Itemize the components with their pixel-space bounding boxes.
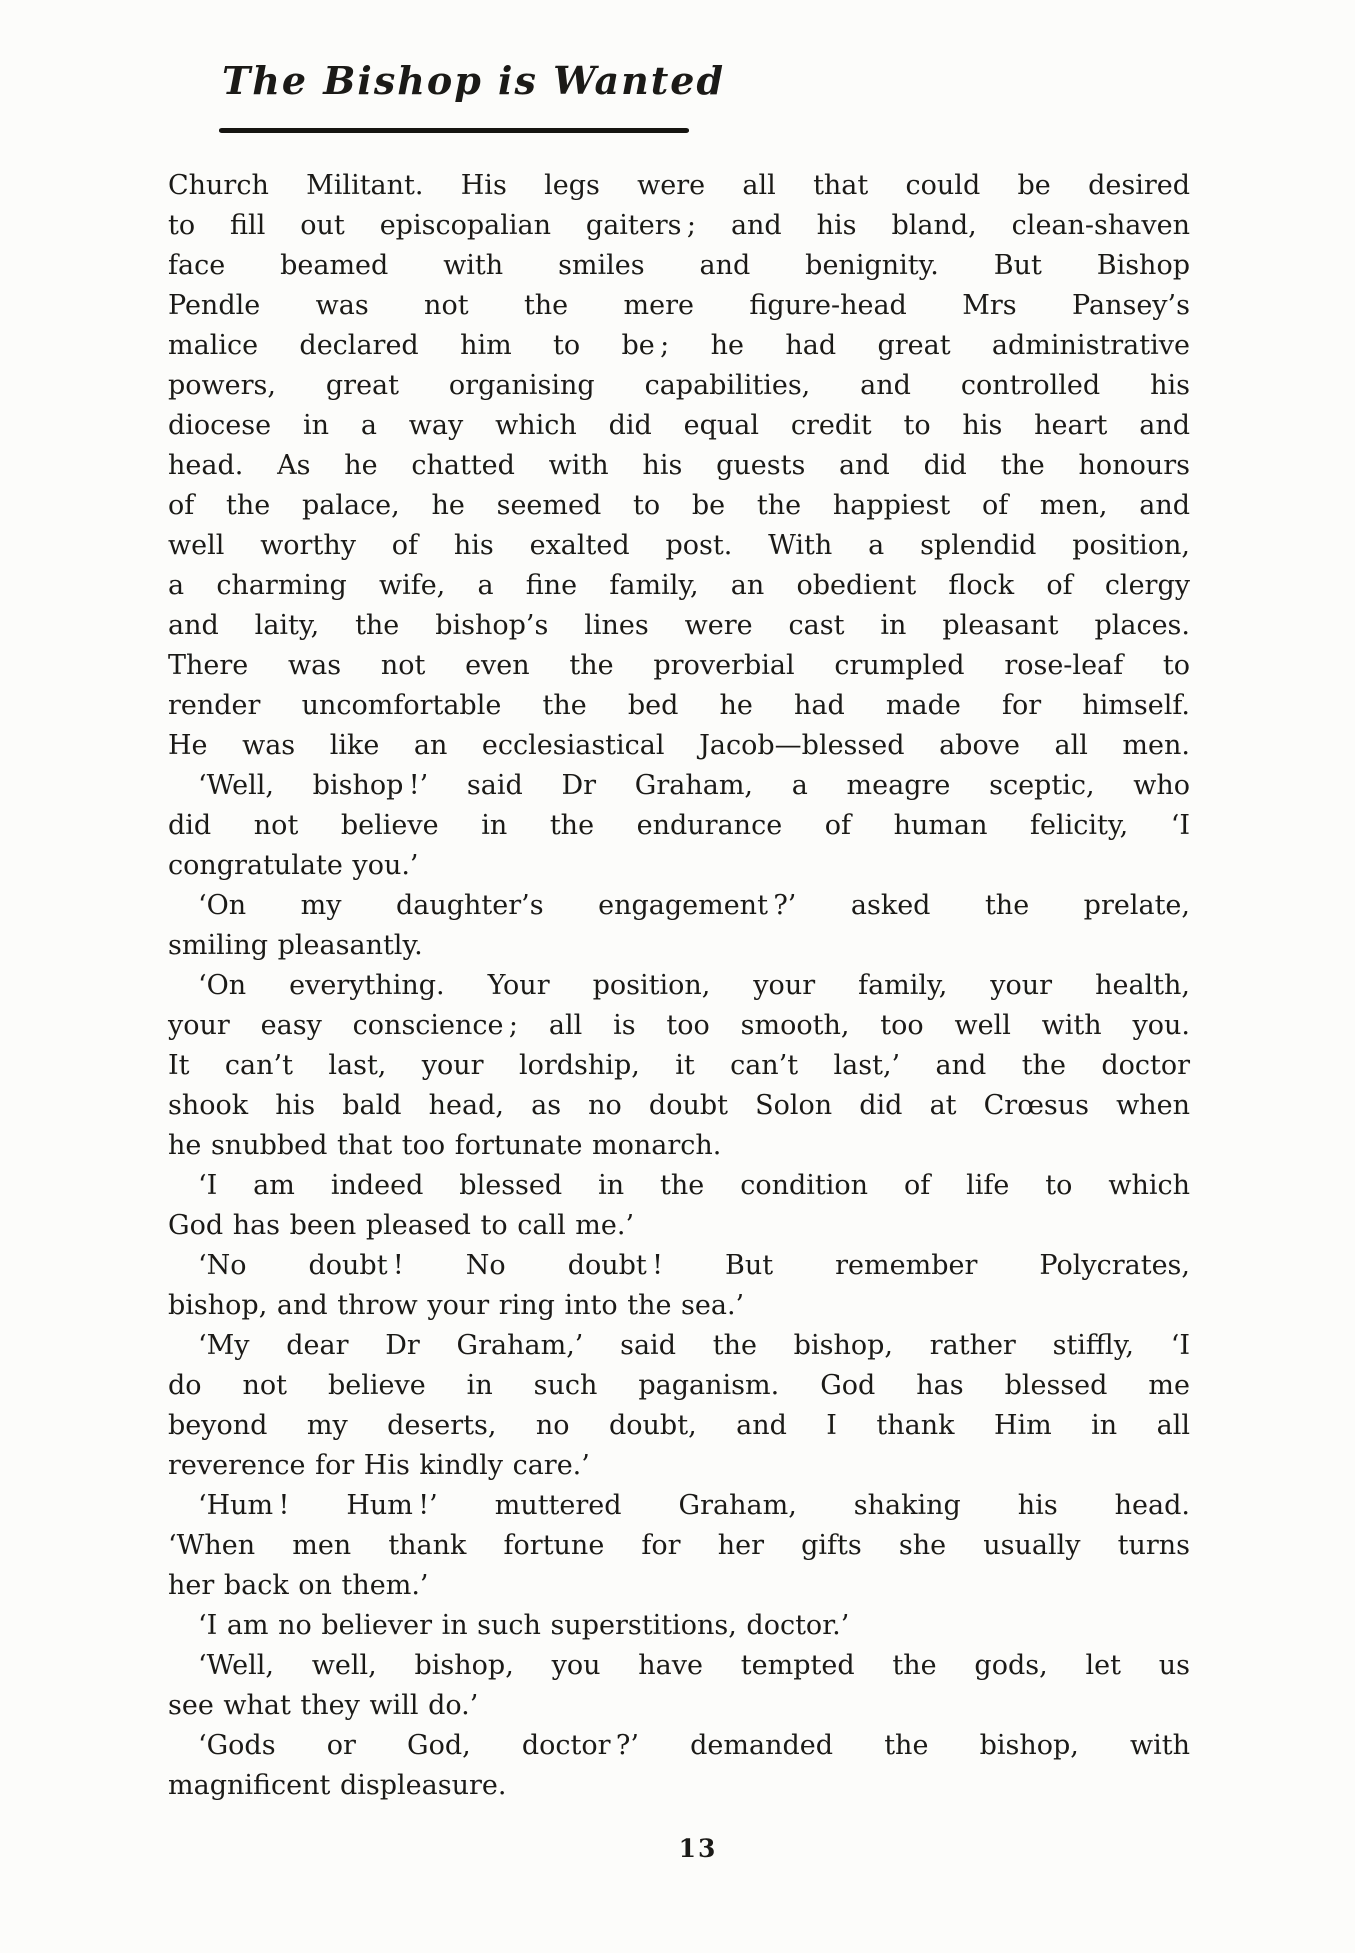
page-number: 13: [678, 1834, 718, 1863]
text-line: Pendle was not the mere figure-head Mrs Pansey’s: [168, 290, 1190, 321]
running-header-title: The Bishop is Wanted: [222, 58, 726, 103]
text-line: a charming wife, a fine family, an obedient flock of clergy: [168, 570, 1190, 601]
text-line: beyond my deserts, no doubt, and I thank Him in all: [168, 1410, 1190, 1441]
text-line: shook his bald head, as no doubt Solon did at Crœsus when: [168, 1090, 1190, 1121]
text-line: ‘I am indeed blessed in the condition of life to which: [198, 1170, 1190, 1201]
text-line: Church Militant. His legs were all that could be desired: [168, 170, 1190, 201]
text-line: ‘When men thank fortune for her gifts she usually turns: [168, 1530, 1190, 1561]
text-line: ‘I am no believer in such superstitions, doctor.’: [198, 1610, 850, 1641]
text-line: ‘Hum ! Hum !’ muttered Graham, shaking his head.: [198, 1490, 1190, 1521]
text-line: your easy conscience ; all is too smooth, too well with you.: [168, 1010, 1190, 1041]
text-line: smiling pleasantly.: [168, 930, 423, 961]
text-line: did not believe in the endurance of human felicity, ‘I: [168, 810, 1190, 841]
text-line: reverence for His kindly care.’: [168, 1450, 590, 1481]
text-line: her back on them.’: [168, 1570, 429, 1601]
text-line: He was like an ecclesiastical Jacob—blessed above all men.: [168, 730, 1190, 761]
text-line: render uncomfortable the bed he had made for himself.: [168, 690, 1190, 721]
text-line: ‘Well, bishop !’ said Dr Graham, a meagre sceptic, who: [198, 770, 1190, 801]
text-line: diocese in a way which did equal credit to his heart and: [168, 410, 1190, 441]
text-line: It can’t last, your lordship, it can’t last,’ and the doctor: [168, 1050, 1190, 1081]
text-line: of the palace, he seemed to be the happiest of men, and: [168, 490, 1190, 521]
text-line: head. As he chatted with his guests and did the honours: [168, 450, 1190, 481]
text-line: face beamed with smiles and benignity. But Bishop: [168, 250, 1190, 281]
text-line: congratulate you.’: [168, 850, 419, 881]
text-line: ‘On my daughter’s engagement ?’ asked the prelate,: [198, 890, 1190, 921]
text-line: There was not even the proverbial crumpled rose-leaf to: [168, 650, 1190, 681]
text-line: bishop, and throw your ring into the sea.’: [168, 1290, 745, 1321]
text-line: powers, great organising capabilities, and controlled his: [168, 370, 1190, 401]
text-line: malice declared him to be ; he had great administrative: [168, 330, 1190, 361]
text-line: ‘Well, well, bishop, you have tempted the gods, let us: [198, 1650, 1190, 1681]
text-line: ‘Gods or God, doctor ?’ demanded the bishop, with: [198, 1730, 1190, 1761]
header-rule-divider: [219, 128, 689, 133]
text-line: do not believe in such paganism. God has blessed me: [168, 1370, 1190, 1401]
body-text-block: [168, 166, 1190, 1806]
text-line: see what they will do.’: [168, 1690, 479, 1721]
text-line: to fill out episcopalian gaiters ; and his bland, clean-shaven: [168, 210, 1190, 241]
text-line: and laity, the bishop’s lines were cast in pleasant places.: [168, 610, 1190, 641]
text-line: magnificent displeasure.: [168, 1770, 507, 1801]
text-line: ‘My dear Dr Graham,’ said the bishop, rather stiffly, ‘I: [198, 1330, 1190, 1361]
text-line: well worthy of his exalted post. With a splendid position,: [168, 530, 1190, 561]
text-line: ‘No doubt ! No doubt ! But remember Polycrates,: [198, 1250, 1190, 1281]
text-line: God has been pleased to call me.’: [168, 1210, 635, 1241]
text-line: he snubbed that too fortunate monarch.: [168, 1130, 722, 1161]
text-line: ‘On everything. Your position, your family, your health,: [198, 970, 1190, 1001]
